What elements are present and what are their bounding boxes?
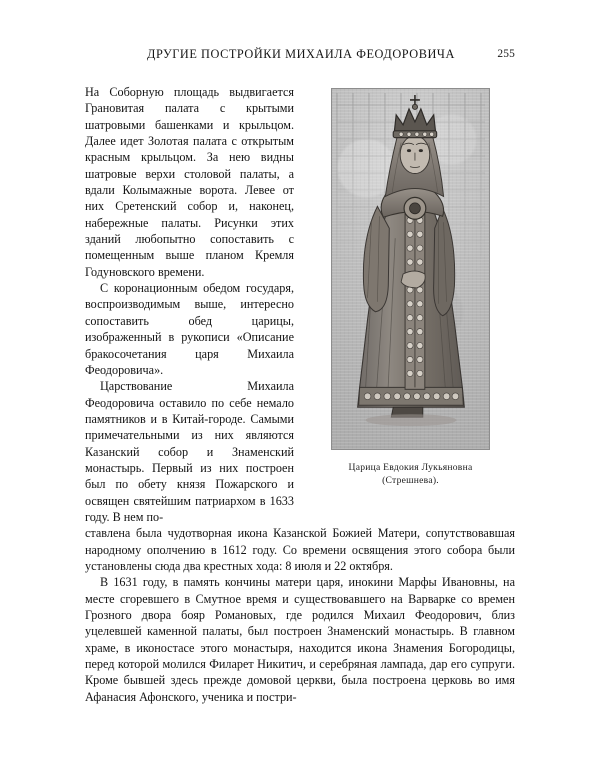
running-head bbox=[85, 47, 515, 67]
paragraph: В 1631 году, в память кончины матери царя, инокини Марфы Ивановны, на месте сгоревшего в Смутное время и существовавшего на Варварке со времен Грозного двора бояр Романовых, где родился Михаил Феодорович, близ уцелевшей каменной палаты, был построен Знаменский монастырь. В главном храме, в иконостасе этого монастыря, находится икона Знамения Богородицы, перед которой молился Филарет Никитич, и серебряная лампада, дар его супруги. Кроме бывшей здесь прежде домовой церкви, была построена церковь во имя Афанасия Афонского, ученика и постри- bbox=[85, 575, 515, 704]
left-column bbox=[85, 84, 294, 525]
paragraph: С коронационным обедом государя, воспроизводимым выше, интересно сопоставить обед царицы, изображенный в рукописи «Описание бракосочетания царя Михаила Феодоровича». bbox=[85, 281, 294, 377]
paragraph: Царствование Михаила Феодоровича оставило по себе немало памятников и в Китай-городе. Самыми примечательными из них являются Казанский собор и Знаменский монастырь. Первый из них построен был по обету князя Пожарского и освящен святейшим патриархом в 1633 году. В нем по- bbox=[85, 379, 294, 524]
page-number: 255 bbox=[497, 48, 515, 60]
body-text bbox=[85, 84, 515, 705]
caption-line-1: Царица Евдокия Лукьяновна bbox=[348, 462, 473, 473]
paragraph: ставлена была чудотворная икона Казанской Божией Матери, сопутствовавшая народному ополчению в 1612 году. Со времени освящения этого собора были установлены сюда два крестных хода: 8 июля и 22 октября. bbox=[85, 526, 515, 573]
paragraph: На Соборную площадь выдвигается Грановитая палата с крытыми шатровыми башенками и крыльцом. Далее идет Золотая палата с открытым красным крыльцом. За нею видны шатровые верхи столовой палаты, а вдали Колымажные ворота. Левее от них Сретенский собор и, наконец, набережные палаты. Рисунки этих зданий любопытно сопоставить с помещенным выше планом Кремля Годуновского времени. bbox=[85, 85, 294, 279]
running-head-title: ДРУГИЕ ПОСТРОЙКИ МИХАИЛА ФЕОДОРОВИЧА bbox=[147, 47, 455, 61]
full-width-text bbox=[85, 525, 515, 705]
caption-line-2: (Стрешнева). bbox=[382, 475, 439, 487]
